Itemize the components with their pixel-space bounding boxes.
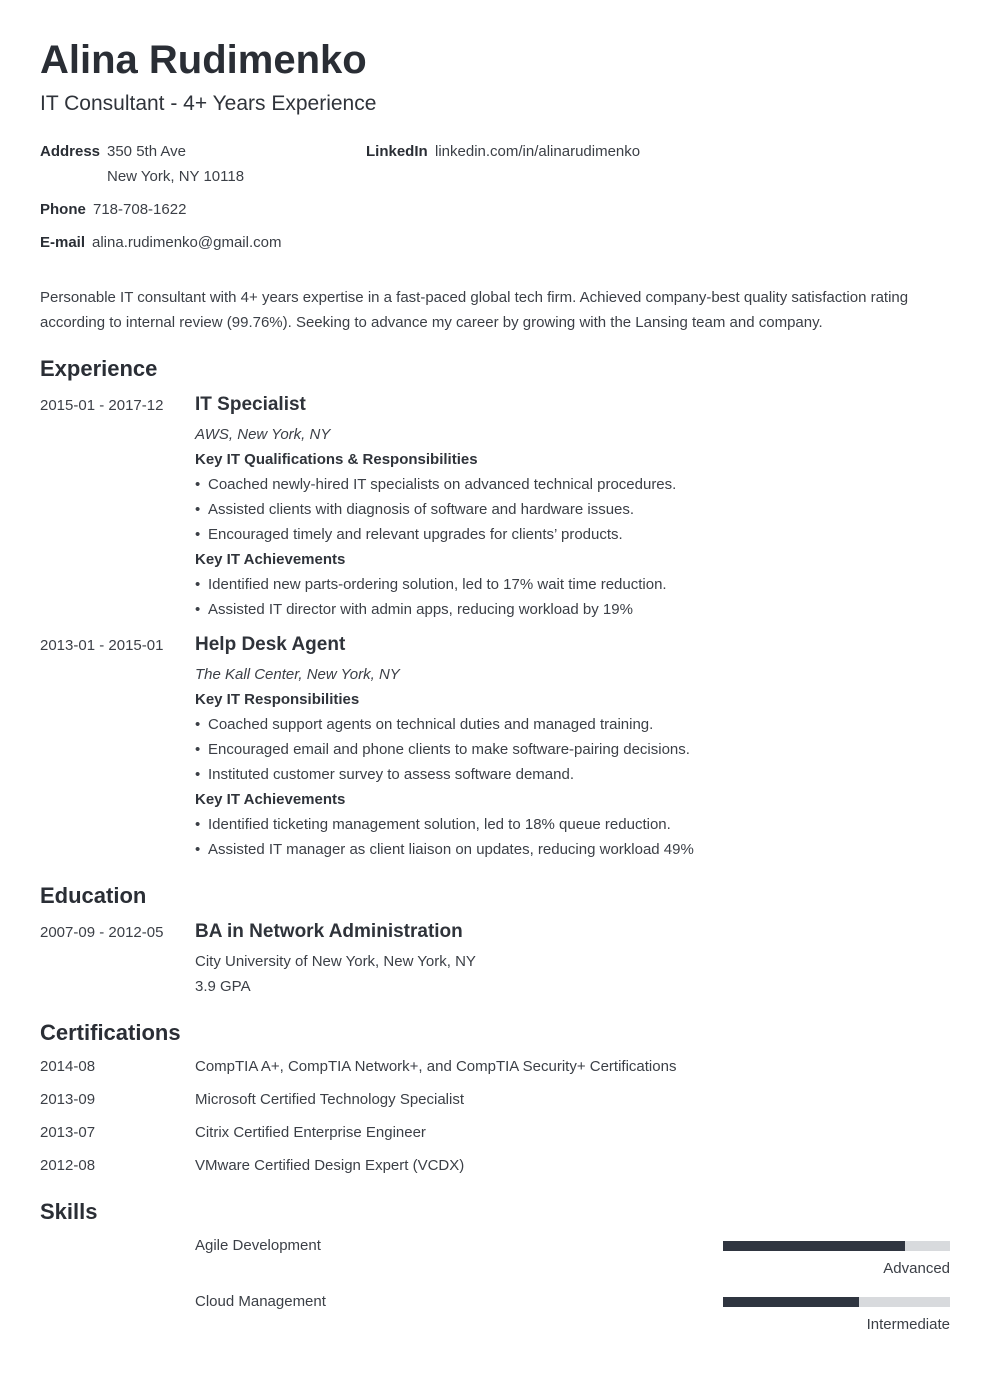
job-dates: 2013-01 - 2015-01 — [40, 637, 164, 654]
experience-heading: Experience — [40, 356, 158, 381]
address-label: Address — [40, 143, 101, 160]
cert-name: CompTIA A+, CompTIA Network+, and CompTIA Security+ Certifications — [195, 1058, 677, 1075]
job-bullet-text: Instituted customer survey to assess software demand. — [208, 766, 574, 783]
education-heading: Education — [40, 883, 147, 908]
address-line2: New York, NY 10118 — [107, 168, 245, 185]
skills-heading: Skills — [40, 1199, 98, 1224]
job-bullet: • Coached newly-hired IT specialists on advanced technical procedures. — [195, 476, 677, 493]
candidate-name: Alina Rudimenko — [40, 38, 367, 82]
skill-name: Cloud Management — [195, 1293, 326, 1310]
linkedin-link[interactable]: linkedin.com/in/alinarudimenko — [435, 143, 641, 160]
skill-level-label: Intermediate — [866, 1316, 950, 1333]
job-bullet: • Assisted IT director with admin apps, reducing workload by 19% — [195, 601, 633, 618]
job-bullet-text: Identified new parts-ordering solution, led to 17% wait time reduction. — [208, 576, 667, 593]
address-line1: 350 5th Ave — [107, 143, 186, 160]
cert-name: Microsoft Certified Technology Specialist — [195, 1091, 465, 1108]
skill-level-label: Advanced — [883, 1260, 950, 1277]
job-bullet-text: Encouraged timely and relevant upgrades for clients’ products. — [208, 526, 623, 543]
job-employer: AWS, New York, NY — [195, 426, 331, 443]
job-bullet-text: Assisted clients with diagnosis of software and hardware issues. — [208, 501, 635, 518]
job-title: Help Desk Agent — [195, 634, 346, 655]
education-dates: 2007-09 - 2012-05 — [40, 924, 164, 941]
skill-level-fill — [723, 1241, 905, 1251]
certifications-heading: Certifications — [40, 1020, 181, 1045]
linkedin-label: LinkedIn — [366, 143, 428, 160]
cert-date: 2012-08 — [40, 1157, 96, 1174]
candidate-headline: IT Consultant - 4+ Years Experience — [40, 92, 377, 115]
job-bullet-text: Identified ticketing management solution, led to 18% queue reduction. — [208, 816, 671, 833]
job-employer: The Kall Center, New York, NY — [195, 666, 400, 683]
email-label: E-mail — [40, 234, 86, 251]
skill-name: Agile Development — [195, 1237, 321, 1254]
phone-value: 718-708-1622 — [93, 201, 187, 218]
cert-name: Citrix Certified Enterprise Engineer — [195, 1124, 426, 1141]
profile-summary: Personable IT consultant with 4+ years expertise in a fast-paced global tech firm. Achieved company-best quality satisfaction rating according to internal review (99.76%). Seeking to advance my career by growing with the Lansing team and company. — [40, 289, 909, 331]
job-bullet-text: Encouraged email and phone clients to make software-pairing decisions. — [208, 741, 690, 758]
cert-date: 2013-07 — [40, 1124, 96, 1141]
job-bullet: • Identified new parts-ordering solution, led to 17% wait time reduction. — [195, 576, 667, 593]
cert-date: 2014-08 — [40, 1058, 96, 1075]
skill-level-bar — [723, 1241, 950, 1251]
job-subheading: Key IT Achievements — [195, 791, 346, 808]
job-bullet: • Assisted clients with diagnosis of software and hardware issues. — [195, 501, 635, 518]
email-link[interactable]: alina.rudimenko@gmail.com — [92, 234, 282, 251]
job-bullet-text: Coached newly-hired IT specialists on advanced technical procedures. — [208, 476, 677, 493]
job-bullet: • Encouraged email and phone clients to make software-pairing decisions. — [195, 741, 690, 758]
skill-level-fill — [723, 1297, 859, 1307]
school-name: City University of New York, New York, NY — [195, 953, 476, 970]
job-bullet: • Coached support agents on technical duties and managed training. — [195, 716, 654, 733]
job-bullet-text: Coached support agents on technical duties and managed training. — [208, 716, 654, 733]
job-subheading: Key IT Achievements — [195, 551, 346, 568]
job-bullet-text: Assisted IT director with admin apps, reducing workload by 19% — [208, 601, 633, 618]
job-subheading: Key IT Responsibilities — [195, 691, 360, 708]
gpa: 3.9 GPA — [195, 978, 251, 995]
job-bullet: • Instituted customer survey to assess software demand. — [195, 766, 574, 783]
job-title: IT Specialist — [195, 394, 306, 415]
job-bullet: • Identified ticketing management solution, led to 18% queue reduction. — [195, 816, 671, 833]
job-subheading: Key IT Qualifications & Responsibilities — [195, 451, 478, 468]
job-bullet: • Assisted IT manager as client liaison on updates, reducing workload 49% — [195, 841, 694, 858]
skill-level-bar — [723, 1297, 950, 1307]
cert-date: 2013-09 — [40, 1091, 96, 1108]
degree-title: BA in Network Administration — [195, 921, 463, 942]
job-bullet-text: Assisted IT manager as client liaison on updates, reducing workload 49% — [208, 841, 694, 858]
phone-label: Phone — [40, 201, 86, 218]
job-dates: 2015-01 - 2017-12 — [40, 397, 164, 414]
cert-name: VMware Certified Design Expert (VCDX) — [195, 1157, 465, 1174]
job-bullet: • Encouraged timely and relevant upgrades for clients’ products. — [195, 526, 623, 543]
